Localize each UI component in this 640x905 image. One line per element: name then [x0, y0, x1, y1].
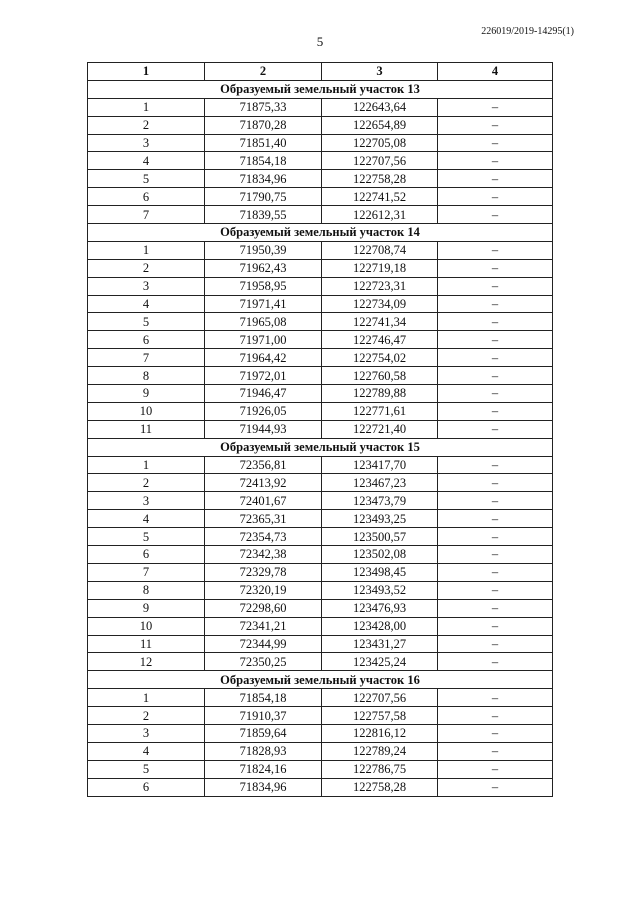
- header-cell: 2: [205, 63, 322, 81]
- y-coordinate: 122757,58: [322, 707, 438, 725]
- header-cell: 1: [88, 63, 205, 81]
- point-number: 11: [88, 635, 205, 653]
- y-coordinate: 122612,31: [322, 206, 438, 224]
- col4-value: –: [438, 456, 553, 474]
- table-row: [88, 760, 553, 778]
- section-row: [88, 224, 553, 242]
- y-coordinate: 122760,58: [322, 367, 438, 385]
- section-title: Образуемый земельный участок 15: [88, 438, 553, 456]
- y-coordinate: 122754,02: [322, 349, 438, 367]
- col4-value: –: [438, 402, 553, 420]
- col4-value: –: [438, 116, 553, 134]
- x-coordinate: 71824,16: [205, 760, 322, 778]
- table-row: [88, 206, 553, 224]
- col4-value: –: [438, 259, 553, 277]
- point-number: 3: [88, 492, 205, 510]
- x-coordinate: 71910,37: [205, 707, 322, 725]
- col4-value: –: [438, 295, 553, 313]
- table-row: [88, 546, 553, 564]
- x-coordinate: 71971,41: [205, 295, 322, 313]
- y-coordinate: 122741,34: [322, 313, 438, 331]
- x-coordinate: 72356,81: [205, 456, 322, 474]
- table-row: [88, 528, 553, 546]
- table-row: [88, 295, 553, 313]
- point-number: 1: [88, 241, 205, 259]
- col4-value: –: [438, 313, 553, 331]
- table-row: [88, 241, 553, 259]
- table-row: [88, 599, 553, 617]
- col4-value: –: [438, 170, 553, 188]
- point-number: 5: [88, 313, 205, 331]
- table-row: [88, 402, 553, 420]
- header-cell: 4: [438, 63, 553, 81]
- x-coordinate: 71834,96: [205, 778, 322, 796]
- x-coordinate: 71854,18: [205, 689, 322, 707]
- col4-value: –: [438, 778, 553, 796]
- y-coordinate: 123502,08: [322, 546, 438, 564]
- table-row: [88, 778, 553, 796]
- table-row: [88, 635, 553, 653]
- x-coordinate: 71971,00: [205, 331, 322, 349]
- col4-value: –: [438, 206, 553, 224]
- col4-value: –: [438, 581, 553, 599]
- point-number: 6: [88, 778, 205, 796]
- point-number: 4: [88, 742, 205, 760]
- x-coordinate: 71851,40: [205, 134, 322, 152]
- table-row: [88, 367, 553, 385]
- point-number: 9: [88, 385, 205, 403]
- table-row: [88, 349, 553, 367]
- point-number: 10: [88, 402, 205, 420]
- y-coordinate: 122707,56: [322, 152, 438, 170]
- table-row: [88, 259, 553, 277]
- page-number: 5: [316, 34, 324, 49]
- x-coordinate: 72401,67: [205, 492, 322, 510]
- col4-value: –: [438, 563, 553, 581]
- col4-value: –: [438, 385, 553, 403]
- col4-value: –: [438, 277, 553, 295]
- table-row: [88, 707, 553, 725]
- table-row: [88, 152, 553, 170]
- y-coordinate: 122789,24: [322, 742, 438, 760]
- table-row: [88, 456, 553, 474]
- x-coordinate: 72298,60: [205, 599, 322, 617]
- header-cell: 3: [322, 63, 438, 81]
- y-coordinate: 122746,47: [322, 331, 438, 349]
- col4-value: –: [438, 707, 553, 725]
- section-title: Образуемый земельный участок 13: [88, 80, 553, 98]
- x-coordinate: 71834,96: [205, 170, 322, 188]
- table-row: [88, 385, 553, 403]
- x-coordinate: 71828,93: [205, 742, 322, 760]
- table-row: [88, 331, 553, 349]
- col4-value: –: [438, 188, 553, 206]
- y-coordinate: 122719,18: [322, 259, 438, 277]
- point-number: 3: [88, 277, 205, 295]
- y-coordinate: 122758,28: [322, 170, 438, 188]
- point-number: 12: [88, 653, 205, 671]
- point-number: 5: [88, 528, 205, 546]
- table-row: [88, 474, 553, 492]
- y-coordinate: 123498,45: [322, 563, 438, 581]
- x-coordinate: 72365,31: [205, 510, 322, 528]
- y-coordinate: 122654,89: [322, 116, 438, 134]
- col4-value: –: [438, 653, 553, 671]
- point-number: 8: [88, 367, 205, 385]
- table-row: [88, 689, 553, 707]
- x-coordinate: 71964,42: [205, 349, 322, 367]
- y-coordinate: 122771,61: [322, 402, 438, 420]
- table-row: [88, 170, 553, 188]
- col4-value: –: [438, 134, 553, 152]
- col4-value: –: [438, 546, 553, 564]
- section-row: [88, 671, 553, 689]
- point-number: 1: [88, 689, 205, 707]
- x-coordinate: 71962,43: [205, 259, 322, 277]
- x-coordinate: 72350,25: [205, 653, 322, 671]
- x-coordinate: 71859,64: [205, 724, 322, 742]
- point-number: 4: [88, 295, 205, 313]
- x-coordinate: 72344,99: [205, 635, 322, 653]
- col4-value: –: [438, 635, 553, 653]
- section-title: Образуемый земельный участок 16: [88, 671, 553, 689]
- point-number: 10: [88, 617, 205, 635]
- y-coordinate: 122721,40: [322, 420, 438, 438]
- point-number: 7: [88, 563, 205, 581]
- x-coordinate: 72413,92: [205, 474, 322, 492]
- point-number: 4: [88, 152, 205, 170]
- x-coordinate: 72320,19: [205, 581, 322, 599]
- point-number: 1: [88, 456, 205, 474]
- y-coordinate: 122708,74: [322, 241, 438, 259]
- x-coordinate: 71965,08: [205, 313, 322, 331]
- x-coordinate: 71958,95: [205, 277, 322, 295]
- col4-value: –: [438, 420, 553, 438]
- table-row: [88, 563, 553, 581]
- table-row: [88, 492, 553, 510]
- point-number: 5: [88, 170, 205, 188]
- y-coordinate: 122734,09: [322, 295, 438, 313]
- point-number: 2: [88, 474, 205, 492]
- point-number: 8: [88, 581, 205, 599]
- y-coordinate: 122705,08: [322, 134, 438, 152]
- table-row: [88, 313, 553, 331]
- y-coordinate: 123425,24: [322, 653, 438, 671]
- y-coordinate: 122643,64: [322, 98, 438, 116]
- table-row: [88, 98, 553, 116]
- y-coordinate: 123493,52: [322, 581, 438, 599]
- y-coordinate: 123476,93: [322, 599, 438, 617]
- table-row: [88, 134, 553, 152]
- col4-value: –: [438, 331, 553, 349]
- point-number: 5: [88, 760, 205, 778]
- point-number: 2: [88, 116, 205, 134]
- section-title: Образуемый земельный участок 14: [88, 224, 553, 242]
- point-number: 1: [88, 98, 205, 116]
- table-body: [88, 80, 553, 796]
- y-coordinate: 122723,31: [322, 277, 438, 295]
- point-number: 2: [88, 707, 205, 725]
- col4-value: –: [438, 742, 553, 760]
- document-id: 226019/2019-14295(1): [481, 26, 574, 37]
- x-coordinate: 72341,21: [205, 617, 322, 635]
- point-number: 11: [88, 420, 205, 438]
- col4-value: –: [438, 492, 553, 510]
- x-coordinate: 71926,05: [205, 402, 322, 420]
- point-number: 7: [88, 349, 205, 367]
- table-row: [88, 742, 553, 760]
- x-coordinate: 72354,73: [205, 528, 322, 546]
- x-coordinate: 71839,55: [205, 206, 322, 224]
- y-coordinate: 122816,12: [322, 724, 438, 742]
- y-coordinate: 122741,52: [322, 188, 438, 206]
- section-row: [88, 438, 553, 456]
- y-coordinate: 123473,79: [322, 492, 438, 510]
- point-number: 7: [88, 206, 205, 224]
- table-row: [88, 420, 553, 438]
- table-row: [88, 653, 553, 671]
- col4-value: –: [438, 152, 553, 170]
- header-row: [88, 63, 553, 81]
- y-coordinate: 123431,27: [322, 635, 438, 653]
- x-coordinate: 72342,38: [205, 546, 322, 564]
- col4-value: –: [438, 510, 553, 528]
- y-coordinate: 123467,23: [322, 474, 438, 492]
- col4-value: –: [438, 528, 553, 546]
- y-coordinate: 123500,57: [322, 528, 438, 546]
- col4-value: –: [438, 241, 553, 259]
- col4-value: –: [438, 760, 553, 778]
- x-coordinate: 71790,75: [205, 188, 322, 206]
- table-row: [88, 116, 553, 134]
- y-coordinate: 122707,56: [322, 689, 438, 707]
- table-row: [88, 581, 553, 599]
- y-coordinate: 123417,70: [322, 456, 438, 474]
- table-row: [88, 510, 553, 528]
- y-coordinate: 122758,28: [322, 778, 438, 796]
- point-number: 4: [88, 510, 205, 528]
- point-number: 6: [88, 331, 205, 349]
- y-coordinate: 123428,00: [322, 617, 438, 635]
- col4-value: –: [438, 724, 553, 742]
- coordinates-table: [87, 62, 553, 797]
- col4-value: –: [438, 98, 553, 116]
- col4-value: –: [438, 367, 553, 385]
- y-coordinate: 122786,75: [322, 760, 438, 778]
- point-number: 3: [88, 134, 205, 152]
- point-number: 6: [88, 188, 205, 206]
- col4-value: –: [438, 689, 553, 707]
- col4-value: –: [438, 474, 553, 492]
- table-row: [88, 617, 553, 635]
- y-coordinate: 122789,88: [322, 385, 438, 403]
- y-coordinate: 123493,25: [322, 510, 438, 528]
- point-number: 2: [88, 259, 205, 277]
- col4-value: –: [438, 599, 553, 617]
- x-coordinate: 71950,39: [205, 241, 322, 259]
- x-coordinate: 71944,93: [205, 420, 322, 438]
- col4-value: –: [438, 617, 553, 635]
- x-coordinate: 71854,18: [205, 152, 322, 170]
- point-number: 6: [88, 546, 205, 564]
- point-number: 9: [88, 599, 205, 617]
- col4-value: –: [438, 349, 553, 367]
- x-coordinate: 71875,33: [205, 98, 322, 116]
- table-row: [88, 724, 553, 742]
- x-coordinate: 71972,01: [205, 367, 322, 385]
- x-coordinate: 71946,47: [205, 385, 322, 403]
- point-number: 3: [88, 724, 205, 742]
- x-coordinate: 71870,28: [205, 116, 322, 134]
- table-row: [88, 188, 553, 206]
- section-row: [88, 80, 553, 98]
- x-coordinate: 72329,78: [205, 563, 322, 581]
- table-row: [88, 277, 553, 295]
